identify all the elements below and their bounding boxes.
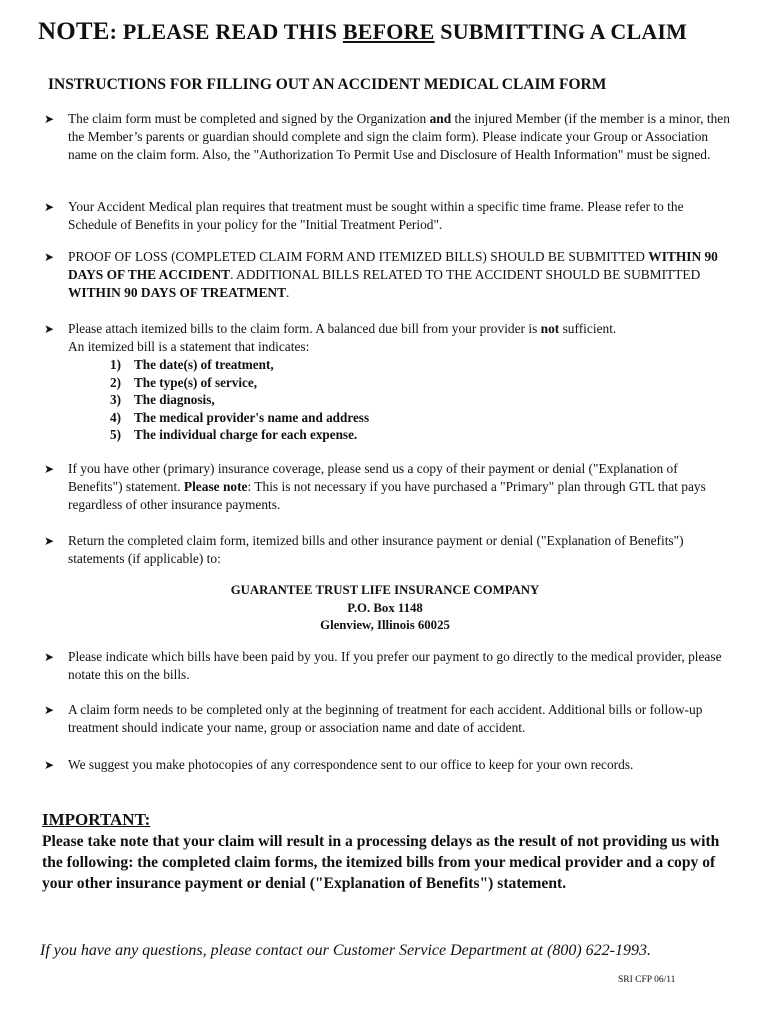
arrowhead-bullet-icon: ➤	[44, 200, 55, 214]
mailing-address	[0, 582, 770, 635]
bullet-text: An itemized bill is a statement that indicates:	[68, 339, 310, 354]
list-item	[110, 409, 510, 427]
bullet-text: PROOF OF LOSS (COMPLETED CLAIM FORM AND ITEMIZED BILLS) SHOULD BE SUBMITTED	[68, 249, 649, 264]
bullet-text: Please indicate which bills have been paid by you. If you prefer our payment to go directly to the medical provider, please notate this on the bills.	[68, 649, 722, 682]
itemized-bill-requirements-list	[110, 356, 510, 444]
bullet-text: . ADDITIONAL BILLS RELATED TO THE ACCIDENT SHOULD BE SUBMITTED	[230, 267, 701, 282]
list-item	[110, 356, 510, 374]
list-item-number: 2)	[110, 374, 121, 390]
bullet-text: The claim form must be completed and signed by the Organization	[68, 111, 430, 126]
po-box: P.O. Box 1148	[347, 600, 423, 615]
important-heading: IMPORTANT:	[42, 810, 151, 829]
instruction-bullet-paid-bills	[44, 648, 734, 684]
list-item-number: 5)	[110, 427, 121, 443]
instruction-bullet-other-insurance	[44, 460, 734, 514]
instruction-bullet-signing	[44, 110, 734, 164]
instruction-bullet-itemized-bills	[44, 320, 734, 356]
instruction-bullet-treatment-period	[44, 198, 734, 234]
instruction-bullet-photocopies	[44, 756, 734, 774]
list-item	[110, 391, 510, 409]
bullet-text: : This is not necessary if you have purchased a "Primary" plan through GTL that pays regardless of other insurance payments.	[68, 479, 706, 512]
arrowhead-bullet-icon: ➤	[44, 112, 55, 126]
arrowhead-bullet-icon: ➤	[44, 250, 55, 264]
bullet-bold-text: WITHIN 90 DAYS OF TREATMENT	[68, 285, 287, 300]
instruction-bullet-claim-form-once	[44, 701, 734, 737]
bullet-bold-text: and	[429, 111, 452, 126]
instructions-heading: INSTRUCTIONS FOR FILLING OUT AN ACCIDENT MEDICAL CLAIM FORM	[48, 76, 607, 93]
important-notice: Please take note that your claim will result in a processing delays as the result of not providing us with the following: the completed claim forms, the itemized bills from your medical provider and a copy of your other insurance payment or denial ("Explanation of Benefits") statement.	[42, 833, 720, 892]
list-item-text: The diagnosis,	[134, 392, 215, 408]
arrowhead-bullet-icon: ➤	[44, 758, 55, 772]
arrowhead-bullet-icon: ➤	[44, 650, 55, 664]
list-item-text: The individual charge for each expense.	[134, 427, 358, 443]
instruction-bullet-return-to	[44, 532, 734, 568]
title-part-1: : PLEASE READ THIS	[109, 19, 343, 44]
title-underlined-word: BEFORE	[342, 19, 435, 44]
list-item	[110, 374, 510, 392]
company-name: GUARANTEE TRUST LIFE INSURANCE COMPANY	[230, 583, 540, 597]
bullet-text: We suggest you make photocopies of any correspondence sent to our office to keep for your own records.	[68, 757, 634, 772]
bullet-text: sufficient.	[559, 321, 617, 336]
note-word: NOTE	[38, 18, 110, 45]
bullet-text: If you have other (primary) insurance coverage, please send us a copy of their payment or denial ("Explanation of Benefits") statement.	[68, 461, 678, 494]
list-item-number: 4)	[110, 409, 121, 425]
list-item	[110, 426, 510, 444]
form-code: SRI CFP 06/11	[618, 975, 676, 985]
instruction-bullet-proof-of-loss	[44, 248, 734, 302]
bullet-bold-text: not	[540, 321, 560, 336]
bullet-text: Please attach itemized bills to the claim form. A balanced due bill from your provider is	[68, 321, 541, 336]
customer-service-contact: If you have any questions, please contact our Customer Service Department at (800) 622-1993.	[40, 942, 651, 959]
bullet-text: A claim form needs to be completed only at the beginning of treatment for each accident. Additional bills or follow-up treatment should indicate your name, group or association name and date of accident.	[68, 702, 703, 735]
title-part-2: SUBMITTING A CLAIM	[434, 19, 688, 44]
arrowhead-bullet-icon: ➤	[44, 534, 55, 548]
city-state-zip: Glenview, Illinois 60025	[320, 618, 450, 632]
bullet-text: Your Accident Medical plan requires that treatment must be sought within a specific time frame. Please refer to the Schedule of Benefits in your policy for the "Initial Treatment Period".	[68, 199, 684, 232]
list-item-text: The medical provider's name and address	[134, 409, 370, 425]
bullet-text: .	[286, 285, 290, 300]
arrowhead-bullet-icon: ➤	[44, 703, 55, 717]
arrowhead-bullet-icon: ➤	[44, 462, 55, 476]
arrowhead-bullet-icon: ➤	[44, 322, 55, 336]
list-item-text: The type(s) of service,	[134, 374, 258, 390]
bullet-text: the injured Member (if the member is a minor, then the Member’s parents or guardian should complete and sign the claim form). Please indicate your Group or Association name on the claim form. Also, the "Authorization To Permit Use and Disclosure of Health Information" must be signed.	[68, 111, 730, 162]
page-title	[38, 18, 758, 46]
list-item-number: 1)	[110, 357, 121, 372]
list-item-number: 3)	[110, 392, 121, 408]
list-item-text: The date(s) of treatment,	[134, 357, 274, 372]
bullet-bold-text: WITHIN 90 DAYS OF THE ACCIDENT	[68, 249, 718, 282]
bullet-text: Return the completed claim form, itemized bills and other insurance payment or denial ("Explanation of Benefits") statements (if applicable) to:	[68, 533, 684, 566]
bullet-bold-text: Please note	[183, 479, 248, 494]
